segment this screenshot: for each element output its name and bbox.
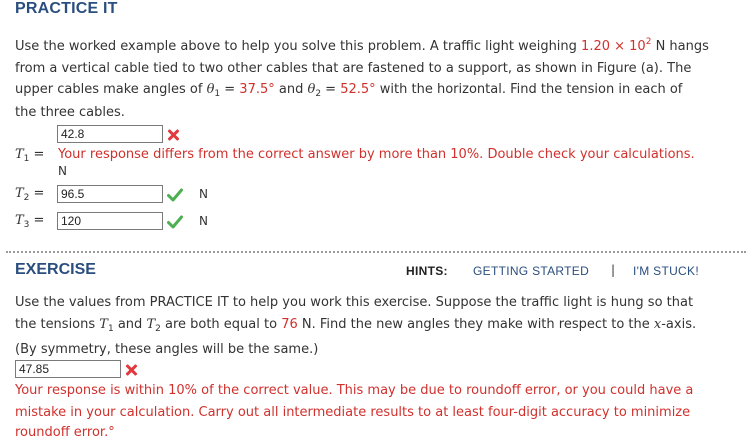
angle-input[interactable]: [15, 360, 121, 378]
t2-input[interactable]: [57, 185, 163, 203]
exercise-line-1: Use the values from PRACTICE IT to help you work this exercise. Suppose the traffic light is hung so that: [15, 295, 694, 310]
practice-line-1: [15, 36, 735, 58]
hints-label: HINTS:: [406, 264, 448, 278]
t1-unit: N: [58, 164, 67, 178]
t3-label: $T_3$ =: [15, 213, 45, 230]
t1-feedback: Your response differs from the correct answer by more than 10%. Double check your calculations.: [58, 147, 695, 162]
practice-line-2: from a vertical cable tied to two other cables that are fastened to a support, as shown in Figure (a). The: [15, 61, 692, 76]
im-stuck-link[interactable]: I'M STUCK!: [633, 264, 699, 278]
t3-unit: N: [199, 214, 208, 228]
theta2-value: 52.5°: [340, 82, 376, 97]
t2-unit: N: [199, 187, 208, 201]
exercise-feedback-2: mistake in your calculation. Carry out all intermediate results to at least four-digit accuracy to minimize: [15, 405, 691, 420]
weight-value: $1.20 \times 10^2$: [581, 37, 652, 54]
theta1-value: 37.5°: [239, 82, 275, 97]
practice-line-3: upper cables make angles of $\theta_1 = 37.5^\circ$ and $\theta_2 = 52.5^\circ$ with the horizontal. Find the tension in each of: [15, 82, 683, 99]
exercise-feedback-1: Your response is within 10% of the correct value. This may be due to roundoff error, or you could have a: [15, 383, 694, 398]
practice-text: N hangs: [651, 39, 709, 54]
check-mark-icon: [167, 188, 183, 202]
x-mark-icon: [124, 363, 138, 377]
practice-text: Use the worked example above to help you solve this problem. A traffic light weighing: [15, 39, 582, 54]
exercise-feedback-3: roundoff error.°: [15, 425, 115, 440]
section-divider: [6, 251, 746, 253]
t2-label: $T_2$ =: [15, 186, 45, 203]
exercise-line-3: (By symmetry, these angles will be the same.): [15, 342, 319, 357]
t3-input[interactable]: [57, 212, 163, 230]
t1-label: $T_1$ =: [15, 147, 45, 164]
practice-line-4: the three cables.: [15, 105, 125, 120]
exercise-line-2: the tensions $T_1$ and $T_2$ are both equal to 76 N. Find the new angles they make with respect to the x-axis.: [15, 317, 697, 334]
x-mark-icon: [166, 128, 180, 142]
check-mark-icon: [167, 215, 183, 229]
tension-value: 76: [281, 317, 298, 332]
hint-separator: |: [611, 263, 616, 277]
exercise-title: EXERCISE: [15, 261, 96, 278]
getting-started-link[interactable]: GETTING STARTED: [473, 264, 590, 278]
practice-title: PRACTICE IT: [15, 0, 118, 17]
t1-input[interactable]: [57, 125, 163, 143]
